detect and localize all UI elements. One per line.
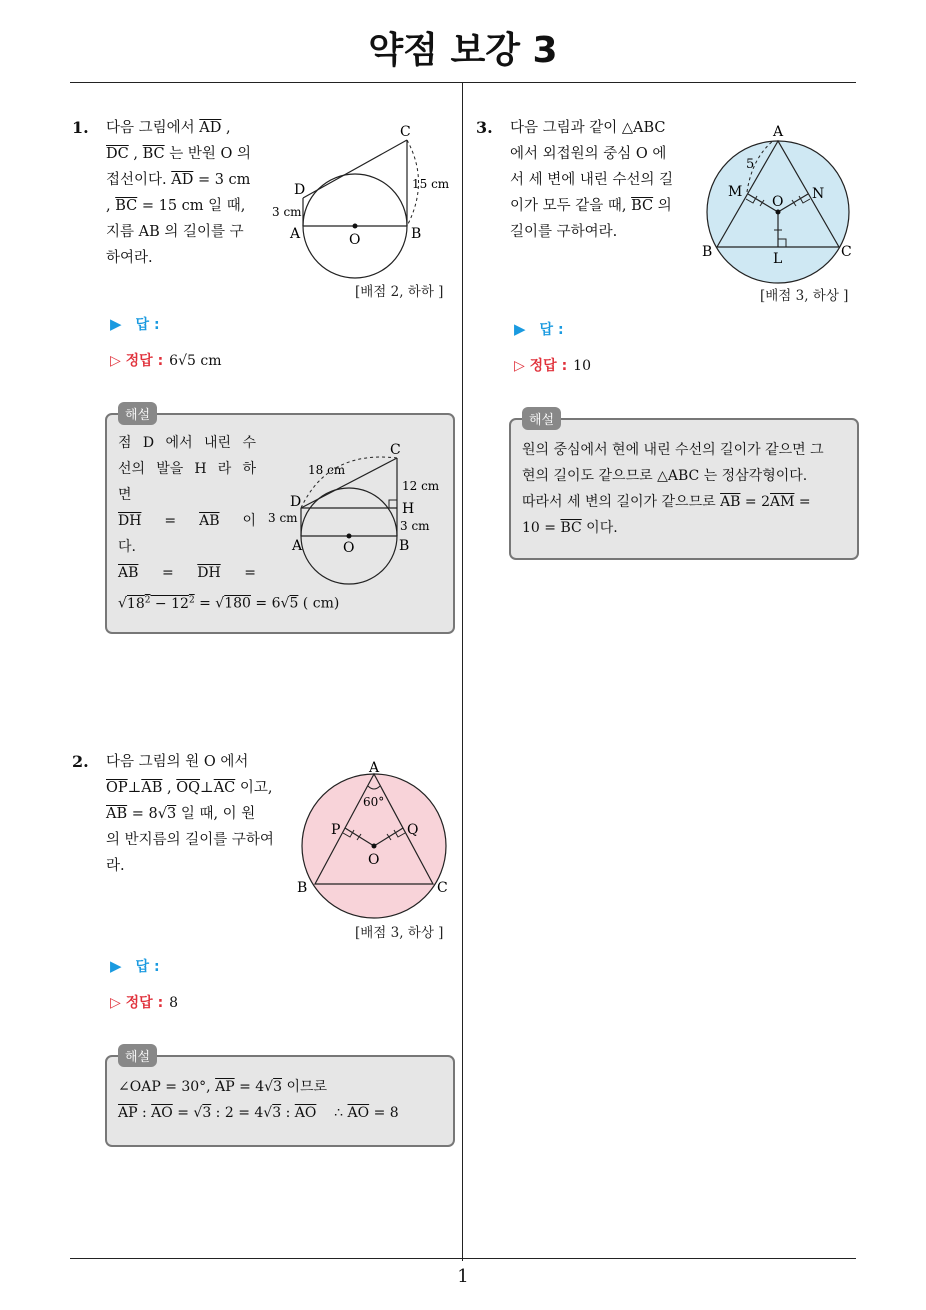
label-3cm: 3 cm [272, 205, 302, 219]
problem-2-figure [295, 758, 460, 923]
label-c: C [841, 244, 852, 260]
problem-3-line: 길이를 구하여라. [510, 224, 618, 240]
problem-2-text [106, 749, 280, 879]
problem-1-number: 1. [72, 118, 89, 137]
problem-1-correct [110, 350, 221, 370]
solution-line: 면 [118, 487, 132, 503]
label-h: H [402, 501, 415, 517]
problem-3-score: [배점 3, 하상 ] [760, 288, 849, 304]
problem-1-solution-tag: 해설 [118, 402, 157, 425]
problem-3-line: 이가 모두 같을 때, $\overline{BC}$ 의 [510, 198, 672, 214]
label-b: B [702, 244, 713, 260]
problem-2-line: 다음 그림의 원 O 에서 [106, 754, 249, 770]
problem-3-line: 다음 그림과 같이 △ABC [510, 120, 666, 136]
center-dot [353, 224, 358, 229]
label-a: A [369, 760, 380, 776]
problem-2-correct [110, 992, 178, 1012]
label-d: D [294, 182, 306, 198]
label-o: O [349, 232, 361, 248]
problem-2-line: 의 반지름의 길이를 구하여 [106, 832, 274, 848]
problem-1-text [106, 115, 256, 271]
solution-line: $\overline{AP}$ : $\overline{AO} = √3$ : 2 = 4√3 : $\overline{AO}$ ∴ $\overline{AO} = 8$ [118, 1105, 399, 1121]
outline-triangle-icon: ▷ [110, 995, 126, 1011]
problem-2-solution-text [118, 1074, 448, 1126]
right-angle-mark [389, 500, 397, 508]
solution-line: 선의 발을 H 라 하 [118, 461, 256, 477]
problem-2-answer [110, 956, 160, 976]
center-dot [347, 534, 352, 539]
problem-1-answer [110, 314, 160, 334]
outline-triangle-icon: ▷ [514, 358, 530, 374]
problem-2-line: $\overline{AB} = 8√3$ 일 때, 이 원 [106, 806, 256, 822]
problem-3-answer [514, 319, 564, 339]
solution-line: 따라서 세 변의 길이가 같으므로 $\overline{AB} = 2\overline{AM}$ = [522, 494, 811, 510]
label-b: B [411, 226, 422, 242]
label-3cm-a: 3 cm [268, 511, 298, 525]
problem-1-line: 지름 AB 의 길이를 구 [106, 224, 244, 240]
label-12cm: 12 cm [402, 479, 440, 493]
answer-label: 답 : [135, 317, 160, 333]
correct-value: 6√5 cm [169, 353, 222, 369]
problem-3-correct [514, 355, 591, 375]
problem-2-line: $\overline{OP}\perp\overline{AB}$ , $\overline{OQ}\perp\overline{AC}$ 이고, [106, 780, 273, 796]
problem-2-line: 라. [106, 858, 125, 874]
label-p: P [331, 822, 341, 838]
problem-3-text [510, 115, 686, 245]
problem-3-number: 3. [476, 118, 493, 137]
problem-1-line: 접선이다. $\overline{AD} = 3$ cm [106, 172, 251, 188]
answer-label: 답 : [539, 322, 564, 338]
correct-value: 10 [573, 358, 591, 374]
header-rule [70, 82, 856, 83]
problem-1-solution-figure [268, 440, 458, 590]
problem-1-line: , $\overline{BC} = 15$ cm 일 때, [106, 198, 246, 214]
label-15cm: 15 cm [412, 177, 450, 191]
label-o: O [368, 852, 380, 868]
label-a: A [290, 226, 301, 242]
center-dot [776, 210, 781, 215]
solution-line: 점 D 에서 내린 수 [118, 435, 256, 451]
label-5: 5 [746, 157, 755, 172]
problem-1-line: $\overline{DC}$ , $\overline{BC}$ 는 반원 O 의 [106, 146, 251, 162]
play-icon: ▶ [514, 320, 526, 338]
solution-line: ∠OAP = 30°, $\overline{AP} = 4√3$ 이므로 [118, 1079, 328, 1095]
label-3cm-b: 3 cm [400, 519, 430, 533]
label-d: D [290, 494, 302, 510]
problem-1-score: [배점 2, 하하 ] [355, 284, 444, 300]
correct-label: 정답 : [529, 358, 568, 374]
problem-3-figure [700, 120, 860, 270]
solution-line: $\overline{DH}$ = $\overline{AB}$ 이 [118, 513, 256, 529]
label-m: M [728, 184, 743, 200]
correct-label: 정답 : [125, 353, 164, 369]
page-number: 1 [457, 1266, 469, 1287]
label-o: O [772, 194, 784, 210]
problem-1-solution-text [118, 430, 256, 586]
label-60: 60° [363, 795, 385, 809]
label-o: O [343, 540, 355, 556]
problem-2-number: 2. [72, 752, 89, 771]
label-a: A [292, 538, 303, 554]
solution-line: 현의 길이도 같으므로 △ABC 는 정삼각형이다. [522, 468, 808, 484]
label-c: C [390, 442, 401, 458]
problem-3-line: 서 세 변에 내린 수선의 길 [510, 172, 674, 188]
solution-line: $\overline{AB}$ = $\overline{DH}$ = [118, 565, 256, 581]
label-l: L [773, 251, 783, 267]
problem-3-solution-text [522, 437, 846, 541]
outline-triangle-icon: ▷ [110, 353, 126, 369]
problem-2-solution-tag: 해설 [118, 1044, 157, 1067]
correct-label: 정답 : [125, 995, 164, 1011]
label-18cm: 18 cm [308, 463, 346, 477]
label-a: A [773, 124, 784, 140]
footer-rule [70, 1258, 856, 1259]
label-b: B [399, 538, 410, 554]
label-q: Q [407, 822, 419, 838]
label-n: N [812, 186, 825, 202]
problem-1-solution-formula: $√18^2 - 12^2 = √180 = 6√5$ ( cm) [118, 595, 340, 612]
play-icon: ▶ [110, 315, 122, 333]
problem-3-line: 에서 외접원의 중심 O 에 [510, 146, 667, 162]
answer-label: 답 : [135, 959, 160, 975]
problem-1-line: 하여라. [106, 250, 153, 266]
center-dot [372, 844, 377, 849]
correct-value: 8 [169, 995, 179, 1011]
problem-1-figure [270, 120, 460, 280]
label-b: B [297, 880, 308, 896]
label-c: C [400, 124, 411, 140]
problem-3-solution-tag: 해설 [522, 407, 561, 430]
page-title: 약점 보강 3 [368, 30, 558, 71]
solution-line: 다. [118, 539, 136, 555]
solution-line: 원의 중심에서 현에 내린 수선의 길이가 같으면 그 [522, 442, 824, 458]
problem-1-line: 다음 그림에서 $\overline{AD}$ , [106, 120, 231, 136]
problem-2-score: [배점 3, 하상 ] [355, 925, 444, 941]
column-divider [462, 83, 463, 1261]
solution-line: $10 = \overline{BC}$ 이다. [522, 520, 618, 536]
label-c: C [437, 880, 448, 896]
play-icon: ▶ [110, 957, 122, 975]
